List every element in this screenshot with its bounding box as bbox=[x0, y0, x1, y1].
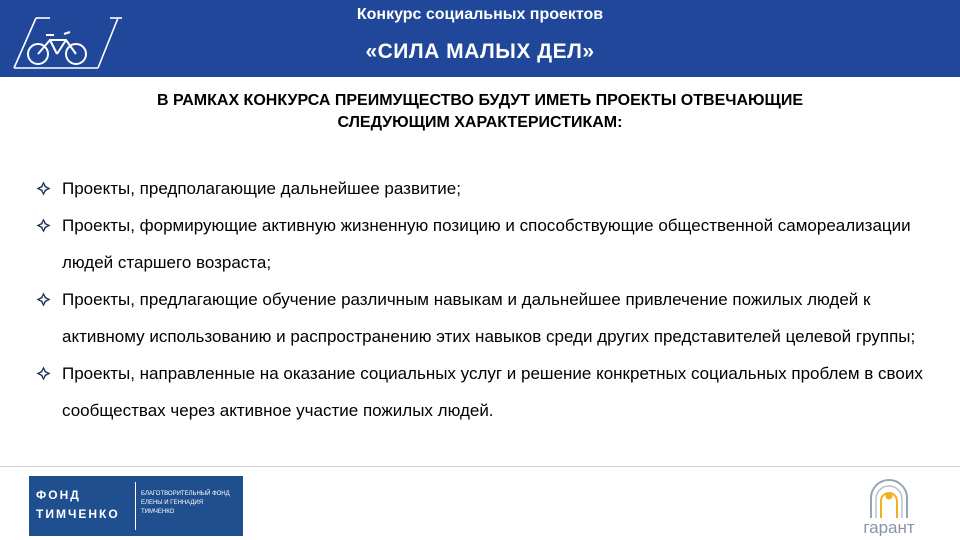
garant-logo-icon bbox=[844, 478, 934, 536]
diamond-bullet-icon bbox=[36, 292, 51, 307]
diamond-bullet-icon bbox=[36, 181, 51, 196]
criteria-text: Проекты, направленные на оказание социальных услуг и решение конкретных социальных проблем в своих сообществах через активное участие пожилых людей. bbox=[62, 364, 923, 420]
criteria-text: Проекты, предполагающие дальнейшее развитие; bbox=[62, 179, 461, 198]
intro-line-1: В РАМКАХ КОНКУРСА ПРЕИМУЩЕСТВО БУДУТ ИМЕТЬ ПРОЕКТЫ ОТВЕЧАЮЩИЕ bbox=[156, 92, 804, 109]
criteria-list bbox=[32, 170, 937, 429]
contest-title: «СИЛА МАЛЫХ ДЕЛ» bbox=[365, 40, 595, 63]
criteria-item bbox=[32, 170, 937, 207]
criteria-text: Проекты, формирующие активную жизненную позицию и способствующие общественной самореализации людей старшего возраста; bbox=[62, 216, 911, 272]
footer-divider bbox=[0, 466, 960, 467]
intro-heading bbox=[40, 90, 920, 134]
diamond-bullet-icon bbox=[36, 218, 51, 233]
fund-name-line-2: ТИМЧЕНКО bbox=[36, 507, 120, 521]
fund-name-line-1: ФОНД bbox=[36, 488, 81, 502]
fund-full-line-1: БЛАГОТВОРИТЕЛЬНЫЙ ФОНД bbox=[141, 491, 230, 497]
timchenko-fund-logo bbox=[29, 476, 243, 536]
fund-full-name bbox=[141, 490, 239, 517]
intro-line-2: СЛЕДУЮЩИМ ХАРАКТЕРИСТИКАМ: bbox=[337, 114, 623, 131]
criteria-item bbox=[32, 355, 937, 429]
criteria-item bbox=[32, 207, 937, 281]
header-bar bbox=[0, 0, 960, 77]
diamond-bullet-icon bbox=[36, 366, 51, 381]
fund-full-line-3: ТИМЧЕНКО bbox=[141, 509, 175, 515]
criteria-text: Проекты, предлагающие обучение различным навыкам и дальнейшее привлечение пожилых людей к активному использованию и распространению этих навыков среди других представителей целевой группы; bbox=[62, 290, 916, 346]
criteria-item bbox=[32, 281, 937, 355]
fund-full-line-2: ЕЛЕНЫ И ГЕННАДИЯ bbox=[141, 500, 204, 506]
garant-label: гарант bbox=[863, 518, 915, 536]
fund-logo-separator bbox=[135, 482, 136, 530]
fund-name bbox=[36, 486, 120, 524]
contest-subtitle: Конкурс социальных проектов bbox=[356, 6, 604, 23]
